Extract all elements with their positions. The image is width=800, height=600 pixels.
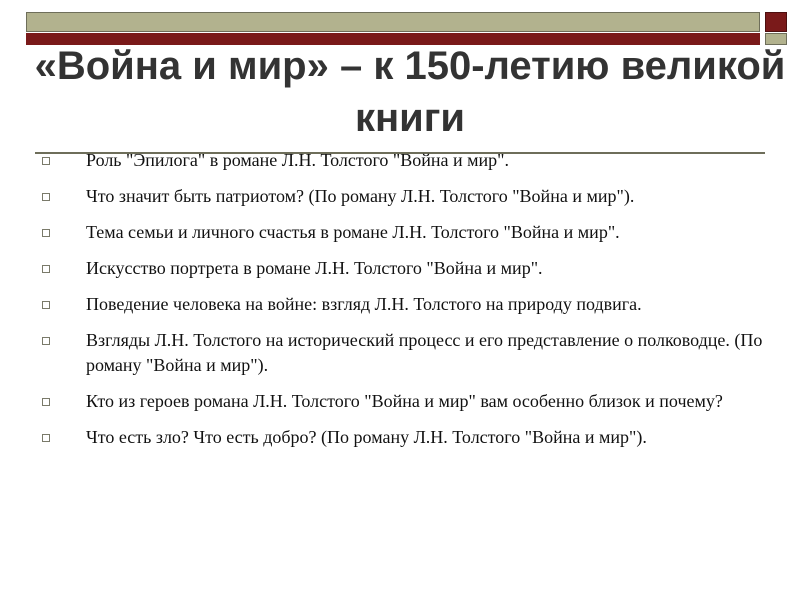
square-bullet-icon — [42, 157, 50, 165]
list-item-text: Что значит быть патриотом? (По роману Л.Н. Толстого "Война и мир"). — [86, 186, 635, 206]
list-item — [40, 220, 770, 245]
square-bullet-icon — [42, 434, 50, 442]
list-item — [40, 292, 770, 317]
list-item — [40, 148, 770, 173]
list-item-text: Искусство портрета в романе Л.Н. Толстого "Война и мир". — [86, 258, 543, 278]
header-corner-square — [765, 12, 787, 32]
list-item-text: Кто из героев романа Л.Н. Толстого "Война и мир" вам особенно близок и почему? — [86, 391, 723, 411]
list-item-text: Поведение человека на войне: взгляд Л.Н. Толстого на природу подвига. — [86, 294, 642, 314]
list-item-text: Тема семьи и личного счастья в романе Л.Н. Толстого "Война и мир". — [86, 222, 620, 242]
slide-title: «Война и мир» – к 150-летию великой книги — [34, 44, 786, 140]
square-bullet-icon — [42, 301, 50, 309]
square-bullet-icon — [42, 398, 50, 406]
list-item — [40, 256, 770, 281]
square-bullet-icon — [42, 337, 50, 345]
list-item — [40, 425, 770, 450]
list-item — [40, 328, 770, 378]
list-item — [40, 389, 770, 414]
list-item-text: Взгляды Л.Н. Толстого на исторический процесс и его представление о полководце. (По роману "Война и мир"). — [86, 330, 763, 375]
square-bullet-icon — [42, 265, 50, 273]
topic-list — [40, 148, 770, 461]
list-item-text: Что есть зло? Что есть добро? (По роману Л.Н. Толстого "Война и мир"). — [86, 427, 647, 447]
list-item-text: Роль "Эпилога" в романе Л.Н. Толстого "Война и мир". — [86, 150, 510, 170]
header-decoration-bar — [26, 12, 760, 32]
square-bullet-icon — [42, 229, 50, 237]
square-bullet-icon — [42, 193, 50, 201]
list-item — [40, 184, 770, 209]
